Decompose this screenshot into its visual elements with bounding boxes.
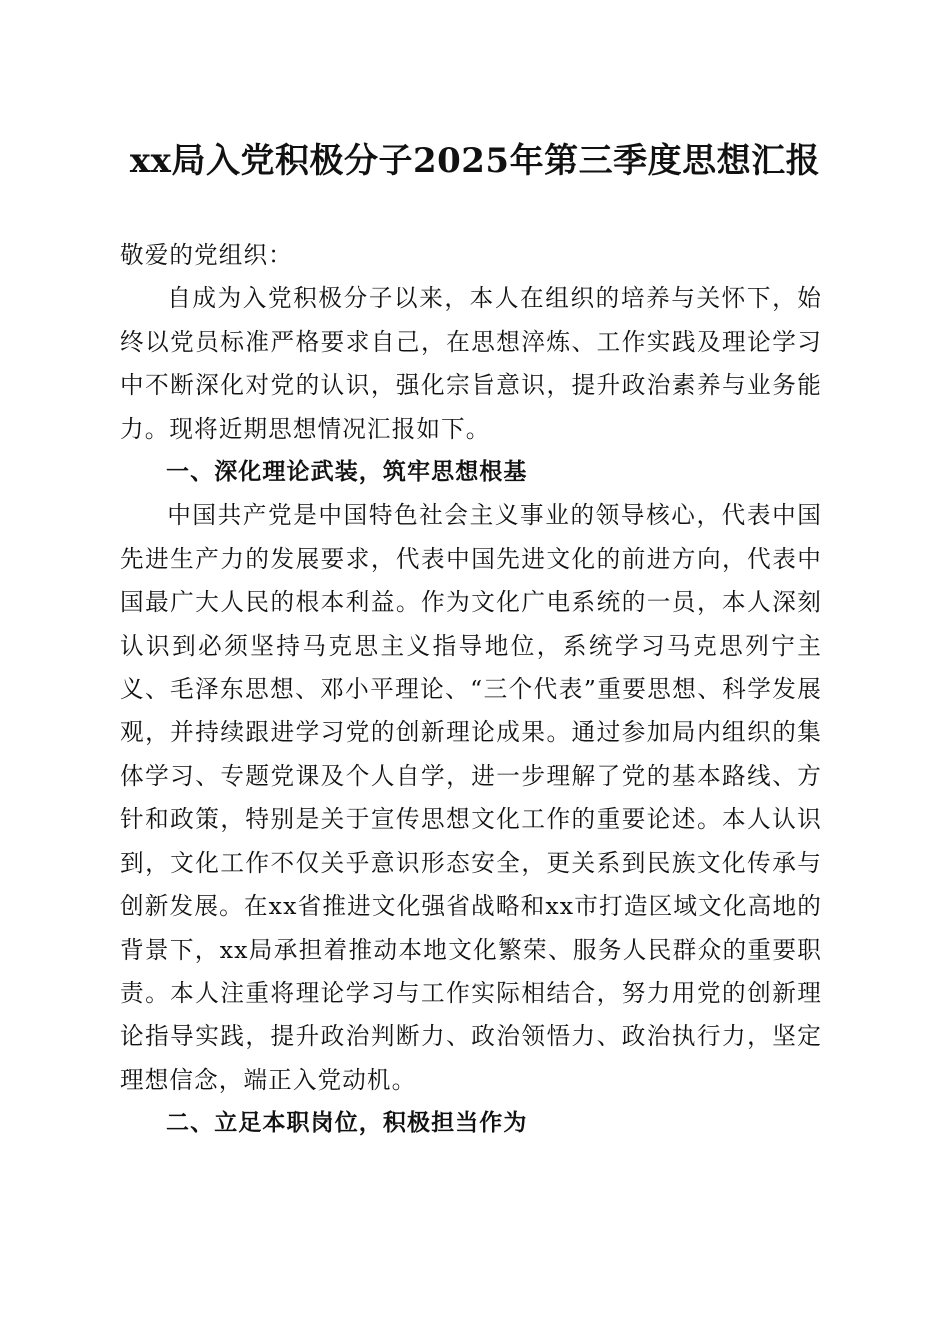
document-body (120, 234, 822, 1146)
salutation: 敬爱的党组织： (120, 241, 293, 269)
document-title: xx局入党积极分子2025年第三季度思想汇报 (129, 141, 821, 181)
section-heading-1: 一、深化理论武装，筑牢思想根基 (166, 459, 528, 486)
section-paragraph-1: 中国共产党是中国特色社会主义事业的领导核心，代表中国先进生产力的发展要求，代表中国先进文化的前进方向，代表中国最广大人民的根本利益。作为文化广电系统的一员，本人深刻认识到必须坚持马克思主义指导地位，系统学习马克思列宁主义、毛泽东思想、邓小平理论、“三个代表”重要思想、科学发展观，并持续跟进学习党的创新理论成果。通过参加局内组织的集体学习、专题党课及个人自学，进一步理解了党的基本路线、方针和政策，特别是关于宣传思想文化工作的重要论述。本人认识到，文化工作不仅关乎意识形态安全，更关系到民族文化传承与创新发展。在xx省推进文化强省战略和xx市打造区域文化高地的背景下，xx局承担着推动本地文化繁荣、服务人民群众的重要职责。本人注重将理论学习与工作实际相结合，努力用党的创新理论指导实践，提升政治判断力、政治领悟力、政治执行力，坚定理想信念，端正入党动机。 (120, 501, 822, 1094)
intro-paragraph: 自成为入党积极分子以来，本人在组织的培养与关怀下，始终以党员标准严格要求自己，在思想淬炼、工作实践及理论学习中不断深化对党的认识，强化宗旨意识，提升政治素养与业务能力。现将近期思想情况汇报如下。 (120, 284, 822, 443)
section-heading-2: 二、立足本职岗位，积极担当作为 (166, 1110, 528, 1137)
